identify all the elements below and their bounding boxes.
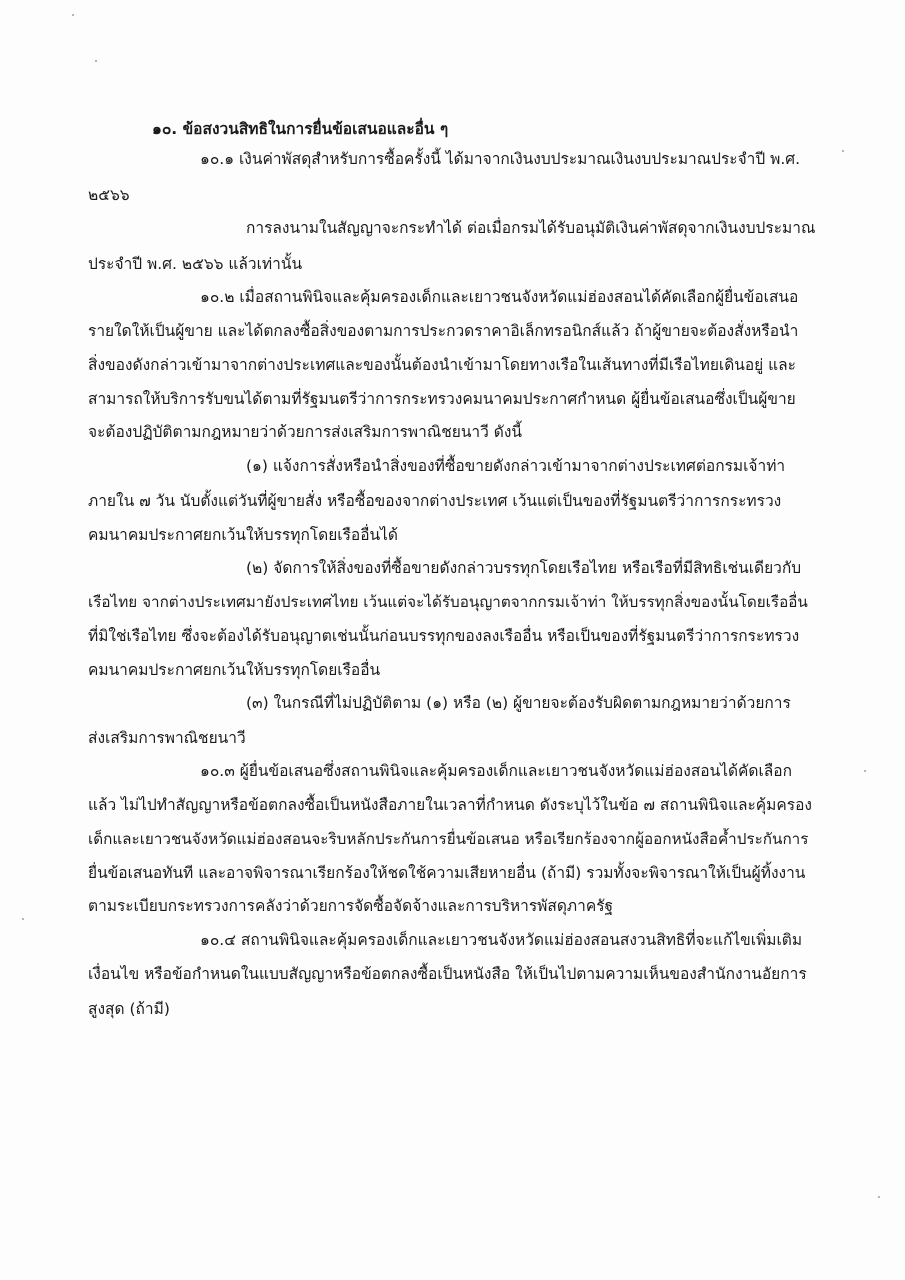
clause-10-3-line-1: ๑๐.๓ ผู้ยื่นข้อเสนอซึ่งสถานพินิจและคุ้มครองเด็กและเยาวชนจังหวัดแม่ฮ่องสอนได้คัดเลือก	[200, 762, 792, 780]
scan-speck	[95, 60, 97, 62]
clause-10-2-line-4: สามารถให้บริการรับขนได้ตามที่รัฐมนตรีว่าการกระทรวงคมนาคมประกาศกำหนด ผู้ยื่นข้อเสนอซึ่งเป็นผู้ขาย	[88, 390, 796, 408]
clause-10-2-line-3: สิ่งของดังกล่าวเข้ามาจากต่างประเทศและของนั้นต้องนำเข้ามาโดยทางเรือในเส้นทางที่มีเรือไทยเดินอยู่ และ	[88, 356, 796, 374]
subclause-2-line-2: เรือไทย จากต่างประเทศมายังประเทศไทย เว้นแต่จะได้รับอนุญาตจากกรมเจ้าท่า ให้บรรทุกสิ่งของนั้นโดยเรืออื่น	[88, 593, 808, 611]
subclause-2-line-4: คมนาคมประกาศยกเว้นให้บรรทุกโดยเรืออื่น	[88, 661, 381, 679]
clause-10-3-line-2: แล้ว ไม่ไปทำสัญญาหรือข้อตกลงซื้อเป็นหนังสือภายในเวลาที่กำหนด ดังระบุไว้ในข้อ ๗ สถานพินิจและคุ้มครอง	[88, 796, 812, 814]
scan-speck	[864, 770, 866, 772]
subclause-2-line-1: (๒) จัดการให้สิ่งของที่ซื้อขายดังกล่าวบรรทุกโดยเรือไทย หรือเรือที่มีสิทธิเช่นเดียวกับ	[246, 559, 802, 577]
scan-speck	[22, 918, 24, 920]
section-10-heading: ๑๐. ข้อสงวนสิทธิในการยื่นข้อเสนอและอื่น ๆ	[152, 120, 449, 138]
subclause-1-line-1: (๑) แจ้งการสั่งหรือนำสิ่งของที่ซื้อขายดังกล่าวเข้ามาจากต่างประเทศต่อกรมเจ้าท่า	[246, 457, 786, 475]
clause-10-1-line-1: ๑๐.๑ เงินค่าพัสดุสำหรับการซื้อครั้งนี้ ได้มาจากเงินงบประมาณเงินงบประมาณประจำปี พ.ศ.	[200, 150, 801, 168]
clause-10-3-line-5: ตามระเบียบกระทรวงการคลังว่าด้วยการจัดซื้อจัดจ้างและการบริหารพัสดุภาครัฐ	[88, 897, 614, 915]
subclause-1-line-3: คมนาคมประกาศยกเว้นให้บรรทุกโดยเรืออื่นได้	[88, 526, 398, 544]
subclause-2-line-3: ที่มิใช่เรือไทย ซึ่งจะต้องได้รับอนุญาตเช่นนั้นก่อนบรรทุกของลงเรืออื่น หรือเป็นของที่รัฐมนตรีว่าการกระทรวง	[88, 627, 800, 645]
clause-10-1-line-3: การลงนามในสัญญาจะกระทำได้ ต่อเมื่อกรมได้รับอนุมัติเงินค่าพัสดุจากเงินงบประมาณ	[246, 219, 816, 237]
clause-10-1-line-4: ประจำปี พ.ศ. ๒๕๖๖ แล้วเท่านั้น	[88, 255, 303, 273]
clause-10-2-line-2: รายใดให้เป็นผู้ขาย และได้ตกลงซื้อสิ่งของตามการประกวดราคาอิเล็กทรอนิกส์แล้ว ถ้าผู้ขายจะต้องสั่งหรือนำ	[88, 322, 799, 340]
clause-10-4-line-2: เงื่อนไข หรือข้อกำหนดในแบบสัญญาหรือข้อตกลงซื้อเป็นหนังสือ ให้เป็นไปตามความเห็นของสำนักงานอัยการ	[88, 965, 807, 983]
clause-10-4-line-1: ๑๐.๔ สถานพินิจและคุ้มครองเด็กและเยาวชนจังหวัดแม่ฮ่องสอนสงวนสิทธิที่จะแก้ไขเพิ่มเติม	[200, 931, 803, 949]
clause-10-3-line-3: เด็กและเยาวชนจังหวัดแม่ฮ่องสอนจะริบหลักประกันการยื่นข้อเสนอ หรือเรียกร้องจากผู้ออกหนังสือค้ำประกันการ	[88, 830, 809, 848]
clause-10-2-line-1: ๑๐.๒ เมื่อสถานพินิจและคุ้มครองเด็กและเยาวชนจังหวัดแม่ฮ่องสอนได้คัดเลือกผู้ยื่นข้อเสนอ	[200, 288, 799, 306]
scan-speck	[842, 150, 844, 152]
scan-speck	[878, 1196, 880, 1198]
scan-speck	[72, 14, 74, 16]
subclause-1-line-2: ภายใน ๗ วัน นับตั้งแต่วันที่ผู้ขายสั่ง หรือซื้อของจากต่างประเทศ เว้นแต่เป็นของที่รัฐมนตรีว่าการกระทรวง	[88, 492, 782, 510]
subclause-3-line-1: (๓) ในกรณีที่ไม่ปฏิบัติตาม (๑) หรือ (๒) ผู้ขายจะต้องรับผิดตามกฎหมายว่าด้วยการ	[246, 694, 791, 712]
clause-10-4-line-3: สูงสุด (ถ้ามี)	[88, 1000, 170, 1018]
clause-10-3-line-4: ยื่นข้อเสนอทันที และอาจพิจารณาเรียกร้องให้ชดใช้ความเสียหายอื่น (ถ้ามี) รวมทั้งจะพิจารณาให้เป็นผู้ทิ้งงาน	[88, 864, 806, 882]
clause-10-1-line-2: ๒๕๖๖	[88, 186, 130, 204]
clause-10-2-line-5: จะต้องปฏิบัติตามกฎหมายว่าด้วยการส่งเสริมการพาณิชยนาวี ดังนี้	[88, 423, 522, 441]
subclause-3-line-2: ส่งเสริมการพาณิชยนาวี	[88, 729, 246, 747]
